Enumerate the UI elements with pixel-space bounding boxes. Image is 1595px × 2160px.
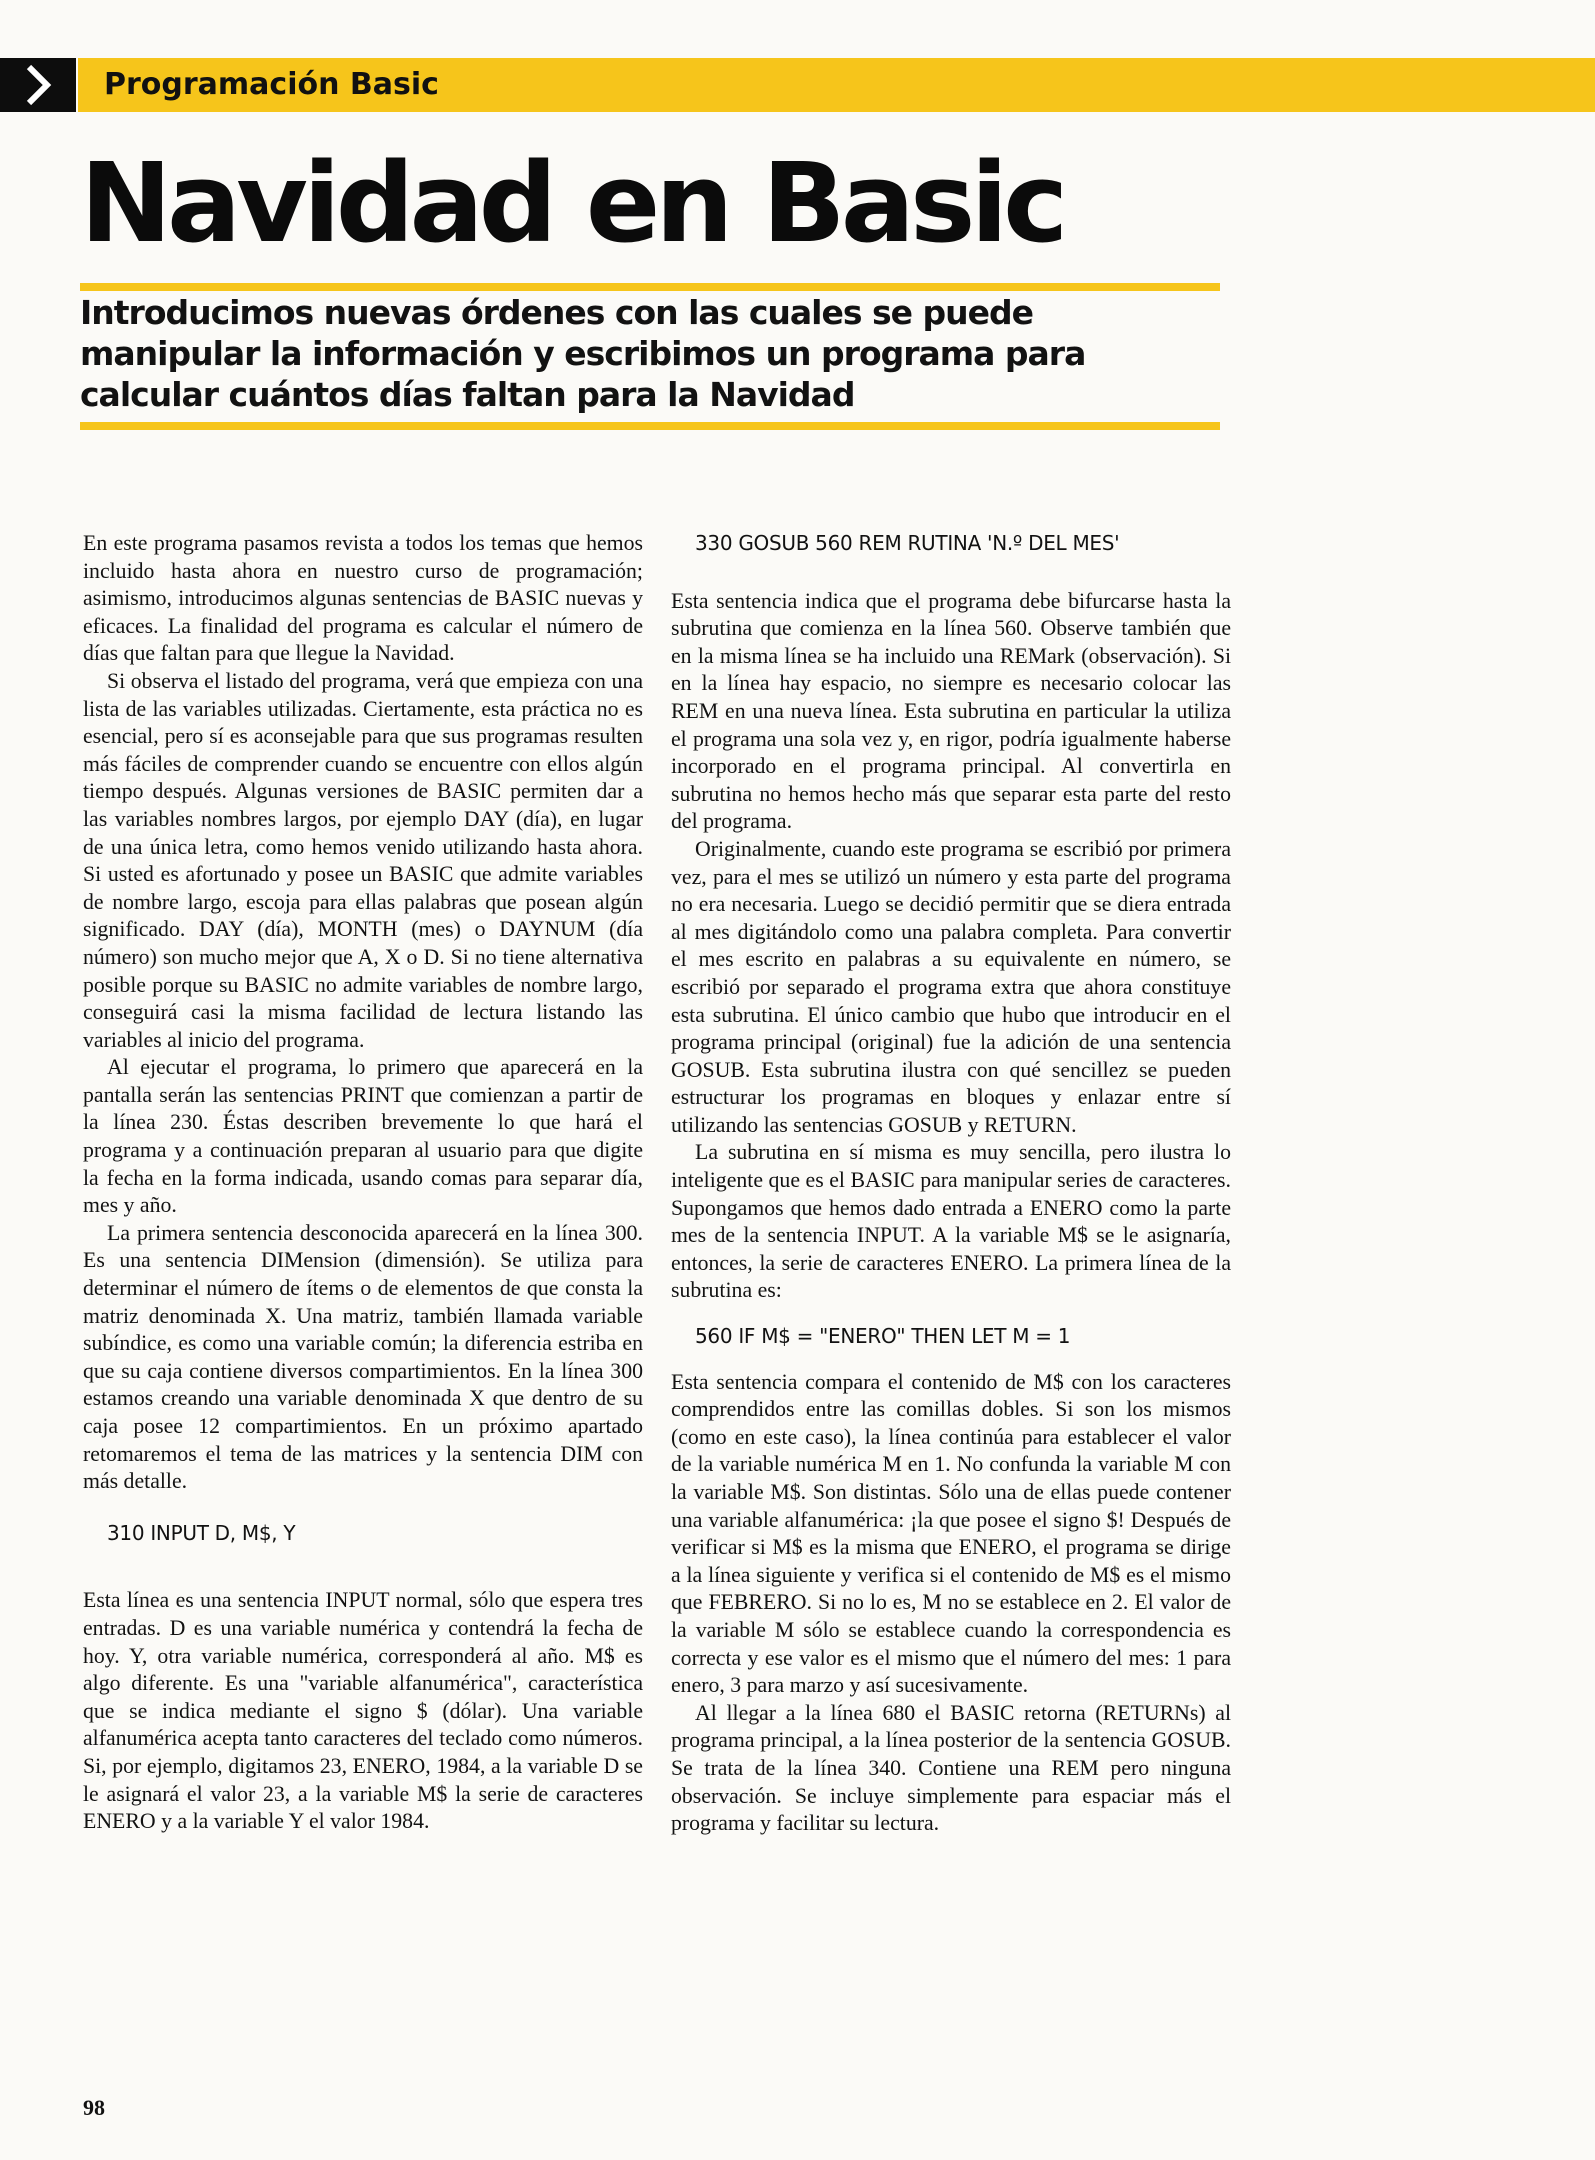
body-paragraph: Si observa el listado del programa, verá que empieza con una lista de las variables utilizadas. Ciertamente, esta práctica no es esencial, pero sí es aconsejable para que sus programas resulten más fáciles de comprender cuando se encuentre con ellos algún tiempo después. Algunas versiones de BASIC permiten dar a las variables nombres largos, por ejemplo DAY (día), en lugar de una única letra, como hemos venido utilizando hasta ahora. Si usted es afortunado y posee un BASIC que admite variables de nombre largo, escoja para ellas palabras que posean algún significado. DAY (día), MONTH (mes) o DAYNUM (día número) son mucho mejor que A, X o D. Si no tiene alternativa posible porque su BASIC no admite variables de nombre largo, conseguirá casi la misma facilidad de lectura listando las variables al inicio del programa.: [83, 668, 643, 1052]
body-paragraph: La subrutina en sí misma es muy sencilla, pero ilustra lo inteligente que es el BASIC para manipular series de caracteres. Supongamos que hemos dado entrada a ENERO como la parte mes de la sentencia INPUT. A la variable M$ se le asignaría, entonces, la serie de caracteres ENERO. La primera línea de la subrutina es:: [671, 1140, 1231, 1303]
body-paragraph: Originalmente, cuando este programa se escribió por primera vez, para el mes se utilizó un número y esta parte del programa no era necesaria. Luego se decidió permitir que se diera entrada al mes digitándolo como una palabra completa. Para convertir el mes escrito en palabras a su equivalente en número, se escribió por separado el programa extra que ahora constituye esta subrutina. El único cambio que hubo que introducir en el programa principal (original) fue la adición de una sentencia GOSUB. Esta subrutina ilustra con qué sencillez se pueden estructurar los programas en bloques y enlazar entre sí utilizando las sentencias GOSUB y RETURN.: [671, 836, 1231, 1137]
subtitle-rule-bottom: [80, 422, 1220, 430]
article-subtitle: Introducimos nuevas órdenes con las cuales se puede manipular la información y escribimos un programa para calcular cuántos días faltan para la Navidad: [80, 293, 1086, 414]
body-paragraph: La primera sentencia desconocida aparecerá en la línea 300. Es una sentencia DIMension (dimensión). Se utiliza para determinar el número de ítems o de elementos de que consta la matriz denominada X. Una matriz, también llamada variable subíndice, es como una variable común; la diferencia estriba en que su caja contiene diversos compartimientos. En la línea 300 estamos creando una variable denominada X que dentro de su caja posee 12 compartimientos. En un próximo apartado retomaremos el tema de las matrices y la sentencia DIM con más detalle.: [83, 1220, 643, 1494]
page-number: 98: [83, 2095, 105, 2120]
section-marker: [0, 58, 76, 112]
body-paragraph: Al llegar a la línea 680 el BASIC retorna (RETURNs) al programa principal, a la línea posterior de la sentencia GOSUB. Se trata de la línea 340. Contiene una REM pero ninguna observación. Se incluye simplemente para espaciar más el programa y facilitar su lectura.: [671, 1700, 1231, 1836]
body-paragraph: Esta sentencia indica que el programa debe bifurcarse hasta la subrutina que comienza en la línea 560. Observe también que en la misma línea se ha incluido una REMark (observación). Si en la línea hay espacio, no siempre es necesario colocar las REM en una nueva línea. Esta subrutina en particular la utiliza el programa una sola vez y, en rigor, podría igualmente haberse incorporado en el programa principal. Al convertirla en subrutina no hemos hecho más que separar esta parte del resto del programa.: [671, 588, 1231, 834]
body-paragraph: Esta línea es una sentencia INPUT normal, sólo que espera tres entradas. D es una variable numérica y contendrá la fecha de hoy. Y, otra variable numérica, corresponderá al año. M$ es algo diferente. Es una "variable alfanumérica", característica que se indica mediante el signo $ (dólar). Una variable alfanumérica acepta tanto caracteres del teclado como números. Si, por ejemplo, digitamos 23, ENERO, 1984, a la variable D se le asignará el valor 23, a la variable M$ la serie de caracteres ENERO y a la variable Y el valor 1984.: [83, 1588, 643, 1834]
article-title: Navidad en Basic: [80, 139, 1064, 267]
subtitle-rule-top: [80, 283, 1220, 291]
body-paragraph: Esta sentencia compara el contenido de M$ con los caracteres comprendidos entre las comillas dobles. Si son los mismos (como en este caso), la línea continúa para establecer el valor de la variable numérica M en 1. No confunda la variable M con la variable M$. Son distintas. Sólo una de ellas puede contener una variable alfanumérica: ¡la que posee el signo $! Después de verificar si M$ es la misma que ENERO, el programa se dirige a la línea siguiente y verifica si el contenido de M$ es el mismo que FEBRERO. Si no lo es, M no se establece en 2. El valor de la variable M sólo se establece cuando la correspondencia es correcta y ese valor es el mismo que el número del mes: 1 para enero, 3 para marzo y así sucesivamente.: [671, 1369, 1231, 1698]
body-paragraph: Al ejecutar el programa, lo primero que aparecerá en la pantalla serán las sentencias PRINT que comienzan a partir de la línea 230. Éstas describen brevemente lo que hará el programa y a continuación preparan al usuario para que digite la fecha en la forma indicada, usando comas para separar día, mes y año.: [83, 1055, 643, 1218]
code-line: 330 GOSUB 560 REM RUTINA 'N.º DEL MES': [695, 531, 1120, 555]
code-line: 560 IF M$ = "ENERO" THEN LET M = 1: [695, 1324, 1071, 1349]
chevron-right-icon: [21, 63, 55, 107]
code-line: 310 INPUT D, M$, Y: [107, 1520, 296, 1545]
left-column: [83, 530, 643, 1836]
right-column: [671, 530, 1231, 1838]
section-label: Programación Basic: [104, 67, 439, 102]
body-paragraph: En este programa pasamos revista a todos los temas que hemos incluido hasta ahora en nuestro curso de programación; asimismo, introducimos algunas sentencias de BASIC nuevas y eficaces. La finalidad del programa es calcular el número de días que faltan para que llegue la Navidad.: [83, 531, 643, 666]
